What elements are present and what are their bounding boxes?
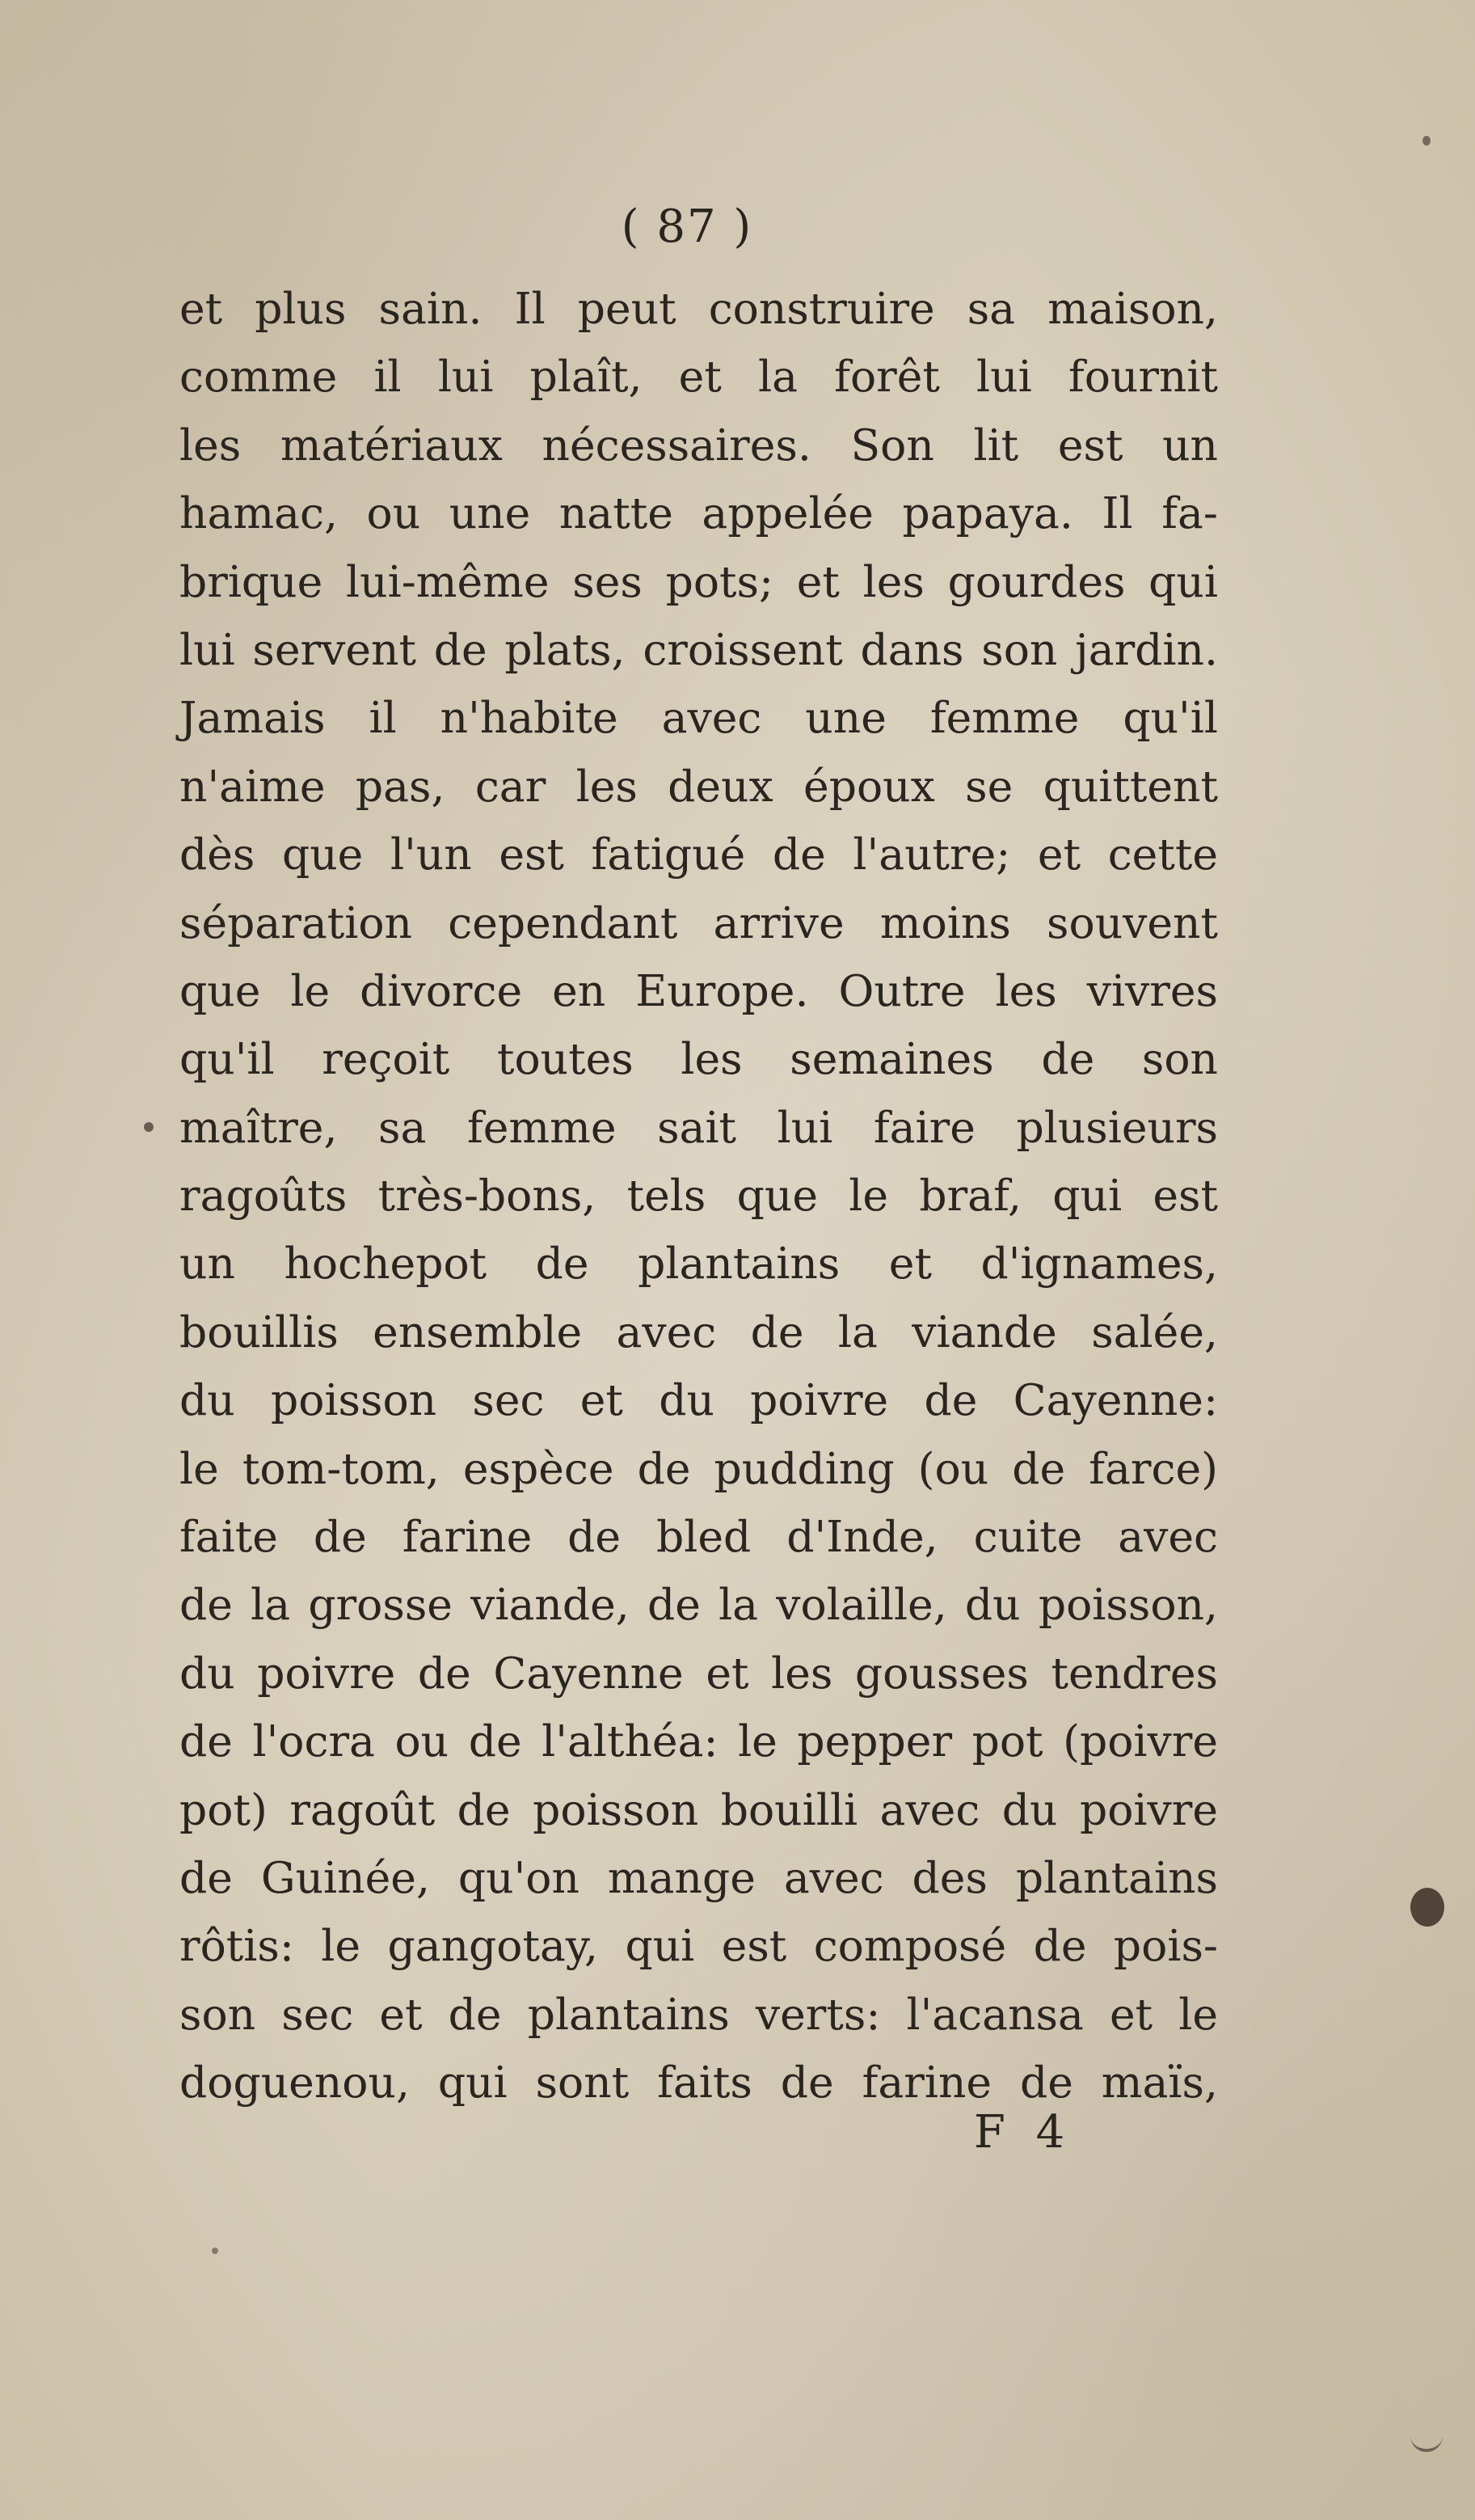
- text-line: de l'ocra ou de l'althéa: le pepper pot (poivre: [179, 1716, 1218, 1767]
- page-number: ( 87 ): [621, 201, 753, 253]
- text-line: comme il lui plaît, et la forêt lui fournit: [179, 351, 1218, 403]
- text-line: pot) ragoût de poisson bouilli avec du poivre: [179, 1783, 1218, 1835]
- ink-spot: [1422, 136, 1431, 146]
- text-line: les matériaux nécessaires. Son lit est un: [179, 419, 1218, 471]
- text-line: un hochepot de plantains et d'ignames,: [179, 1238, 1218, 1290]
- text-line: dès que l'un est fatigué de l'autre; et cette: [179, 829, 1218, 880]
- text-line: maître, sa femme sait lui faire plusieurs: [179, 1101, 1218, 1153]
- text-line: séparation cependant arrive moins souvent: [179, 897, 1218, 948]
- text-line: du poisson sec et du poivre de Cayenne:: [179, 1374, 1218, 1426]
- text-line: que le divorce en Europe. Outre les vivres: [179, 965, 1218, 1016]
- text-line: ragoûts très-bons, tels que le braf, qui est: [179, 1170, 1218, 1222]
- text-line: son sec et de plantains verts: l'acansa et le: [179, 1988, 1218, 2040]
- text-line: hamac, ou une natte appelée papaya. Il fa-: [179, 488, 1218, 539]
- text-line: n'aime pas, car les deux époux se quittent: [179, 760, 1218, 812]
- text-line: lui servent de plats, croissent dans son jardin.: [179, 623, 1218, 675]
- text-line: Jamais il n'habite avec une femme qu'il: [179, 692, 1218, 744]
- paper-mark: [1410, 2429, 1443, 2452]
- text-line: brique lui-même ses pots; et les gourdes qui: [179, 555, 1218, 607]
- body-text: [179, 275, 1218, 2117]
- text-line: bouillis ensemble avec de la viande salée,: [179, 1306, 1218, 1357]
- text-line: rôtis: le gangotay, qui est composé de pois-: [179, 1920, 1218, 1972]
- ink-spot: [1410, 1888, 1444, 1927]
- text-line: du poivre de Cayenne et les gousses tendres: [179, 1647, 1218, 1699]
- text-line: de Guinée, qu'on mange avec des plantains: [179, 1851, 1218, 1903]
- signature-mark: F 4: [974, 2106, 1073, 2159]
- ink-spot: [144, 1122, 154, 1132]
- text-line: doguenou, qui sont faits de farine de maïs,: [179, 2057, 1218, 2108]
- text-line: le tom-tom, espèce de pudding (ou de farce): [179, 1442, 1218, 1494]
- text-line: faite de farine de bled d'Inde, cuite avec: [179, 1511, 1218, 1563]
- text-line: et plus sain. Il peut construire sa maison,: [179, 283, 1218, 334]
- text-line: qu'il reçoit toutes les semaines de son: [179, 1033, 1218, 1085]
- ink-spot: [212, 2248, 218, 2254]
- text-line: de la grosse viande, de la volaille, du poisson,: [179, 1579, 1218, 1631]
